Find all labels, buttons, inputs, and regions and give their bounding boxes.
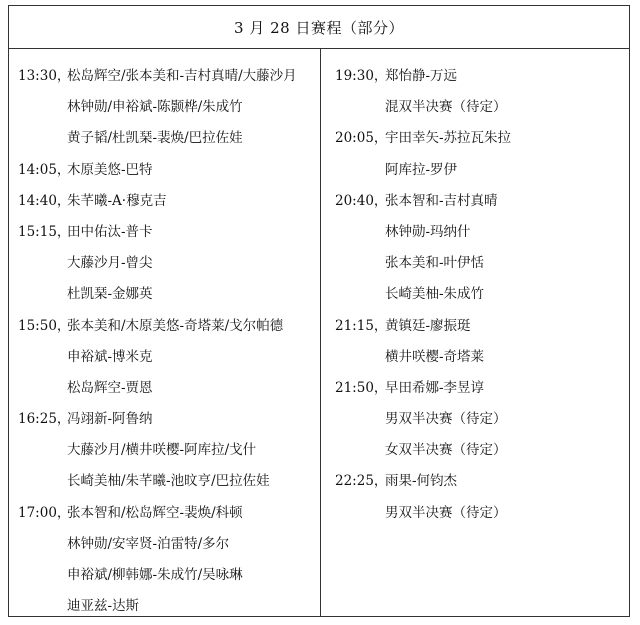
left-column [9, 49, 321, 616]
schedule-row [321, 279, 629, 310]
schedule-row [321, 217, 629, 248]
match-pairing: 黄镇廷-廖振珽 [385, 317, 471, 334]
match-time: 21:15， [335, 317, 388, 334]
match-pairing: 朱芊曦-A·穆克吉 [67, 192, 167, 209]
schedule-row [9, 61, 320, 92]
match-pairing: 林钟勋/安宰贤-泊雷特/多尔 [67, 535, 230, 552]
match-pairing: 松岛辉空-贾恩 [67, 379, 153, 396]
schedule-row [321, 155, 629, 186]
match-time: 15:50， [18, 317, 71, 334]
match-pairing: 阿库拉-罗伊 [385, 161, 458, 178]
match-pairing: 横井咲樱-奇塔莱 [385, 348, 485, 365]
match-pairing: 长崎美柚-朱成竹 [385, 286, 485, 303]
match-pairing: 早田希娜-李昱谆 [385, 379, 485, 396]
match-pairing: 女双半决赛（待定） [385, 442, 507, 459]
schedule-row [321, 311, 629, 342]
match-time: 19:30， [335, 68, 388, 84]
match-pairing: 张本美和-叶伊恬 [385, 255, 485, 272]
match-time: 13:30， [18, 68, 71, 84]
match-time: 16:25， [18, 411, 71, 428]
match-pairing: 男双半决赛（待定） [385, 411, 507, 428]
schedule-row [321, 248, 629, 279]
schedule-title: 3 月 28 日赛程（部分） [234, 18, 404, 37]
match-time: 20:40， [335, 192, 388, 209]
schedule-row [9, 155, 320, 186]
match-pairing: 松岛辉空/张本美和-吉村真晴/大藤沙月 [67, 68, 297, 84]
right-column [321, 49, 629, 616]
match-pairing: 男双半决赛（待定） [385, 504, 507, 521]
match-pairing: 郑怡静-万远 [385, 68, 458, 84]
match-time: 20:05， [335, 130, 388, 147]
schedule-row [321, 61, 629, 92]
schedule-row [9, 92, 320, 123]
title-row [9, 6, 629, 49]
schedule-row [321, 498, 629, 529]
schedule-row [321, 435, 629, 466]
match-pairing: 杜凯琹-金娜英 [67, 286, 153, 303]
match-pairing: 雨果-何钧杰 [385, 473, 458, 490]
schedule-row [9, 217, 320, 248]
schedule-row [321, 373, 629, 404]
schedule-row [9, 342, 320, 373]
schedule-row [321, 404, 629, 435]
schedule-row [9, 560, 320, 591]
schedule-row [321, 342, 629, 373]
match-pairing: 张本智和/松岛辉空-裴焕/科顿 [67, 504, 243, 521]
match-time: 14:40， [18, 192, 71, 209]
match-pairing: 申裕斌/柳韩娜-朱成竹/吴咏琳 [67, 567, 243, 583]
schedule-row [321, 466, 629, 497]
schedule-row [9, 248, 320, 279]
schedule-row [9, 311, 320, 342]
match-pairing: 申裕斌-博米克 [67, 348, 153, 365]
match-pairing: 张本智和-吉村真晴 [385, 192, 498, 209]
match-pairing: 长崎美柚/朱芊曦-池旼亨/巴拉佐娃 [67, 473, 270, 490]
schedule-row [321, 123, 629, 154]
schedule-row [321, 92, 629, 123]
match-pairing: 宇田幸矢-苏拉瓦朱拉 [385, 130, 512, 147]
match-time: 21:50， [335, 379, 388, 396]
schedule-row [9, 373, 320, 404]
schedule-row [9, 435, 320, 466]
match-pairing: 黄子韬/杜凯琹-裴焕/巴拉佐娃 [67, 130, 243, 147]
schedule-row [9, 279, 320, 310]
schedule-row [9, 186, 320, 217]
left-schedule-list [9, 61, 320, 622]
schedule-row [9, 123, 320, 154]
schedule-row [9, 404, 320, 435]
match-pairing: 迪亚兹-达斯 [67, 598, 140, 615]
schedule-row [9, 591, 320, 622]
match-pairing: 张本美和/木原美悠-奇塔莱/戈尔帕德 [67, 317, 284, 334]
schedule-row [321, 186, 629, 217]
match-time: 14:05， [18, 161, 71, 178]
schedule-table [8, 5, 630, 617]
match-pairing: 田中佑汰-普卡 [67, 223, 153, 240]
schedule-row [9, 529, 320, 560]
match-time: 17:00， [18, 504, 71, 521]
match-pairing: 林钟勋-玛纳什 [385, 223, 471, 240]
match-pairing: 林钟勋/申裕斌-陈颢桦/朱成竹 [67, 99, 243, 116]
match-time: 22:25， [335, 473, 388, 490]
match-pairing: 混双半决赛（待定） [385, 99, 507, 116]
match-pairing: 大藤沙月-曾尖 [67, 255, 153, 272]
match-time: 15:15， [18, 223, 71, 240]
match-pairing: 冯翊新-阿鲁纳 [67, 411, 153, 428]
schedule-row [9, 498, 320, 529]
schedule-row [9, 466, 320, 497]
right-schedule-list [321, 61, 629, 529]
match-pairing: 木原美悠-巴特 [67, 161, 153, 178]
match-pairing: 大藤沙月/横井咲樱-阿库拉/戈什 [67, 442, 257, 459]
